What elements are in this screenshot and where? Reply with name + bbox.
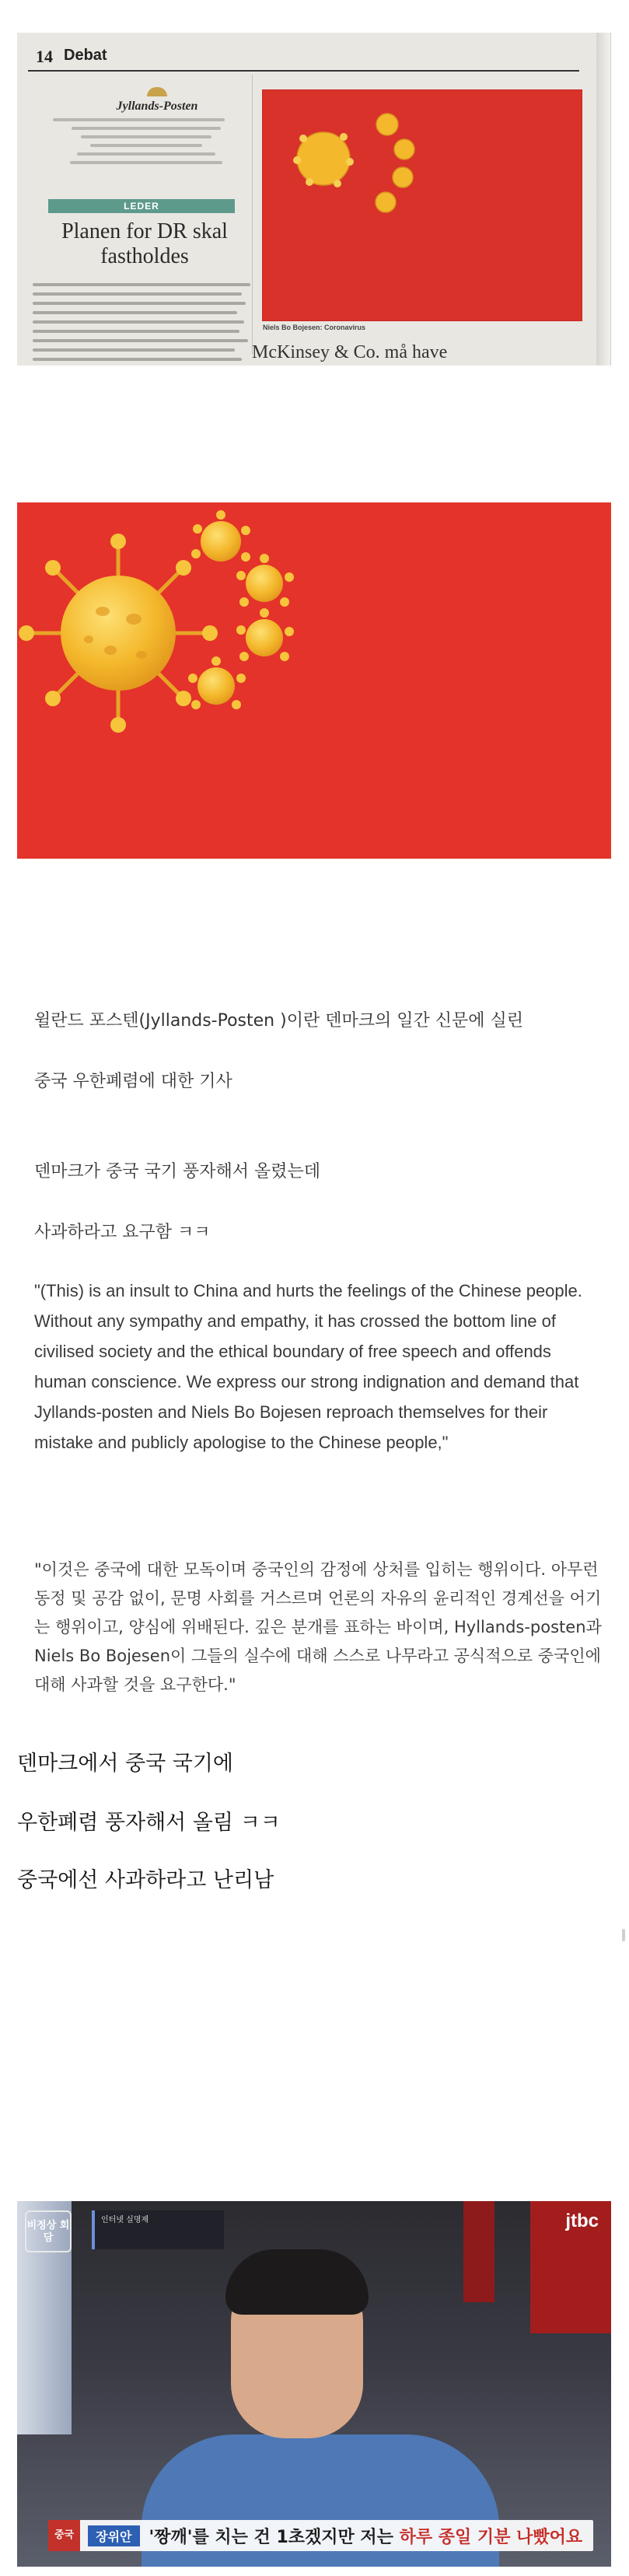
tv-subtitle bbox=[48, 2520, 593, 2551]
channel-logo: jtbc bbox=[565, 2210, 599, 2231]
leder-label: LEDER bbox=[48, 199, 235, 213]
subtitle-prefix: '짱깨'를 치는 건 1초겠지만 저는 bbox=[149, 2527, 400, 2547]
caption-line-1: 윌란드 포스텐(Jyllands-Posten )이란 덴마크의 일간 신문에 실린 bbox=[34, 1011, 523, 1031]
newspaper-flag-cartoon bbox=[263, 90, 582, 320]
subtitle-highlight: 하루 종일 기분 나빴어요 bbox=[399, 2527, 583, 2547]
masthead bbox=[64, 87, 250, 114]
summary-line-2: 우한폐렴 풍자해서 올림 ㅋㅋ bbox=[17, 1811, 281, 1835]
article-body-text bbox=[33, 283, 250, 366]
caption-line-4: 사과하라고 요구함 ㅋㅋ bbox=[34, 1223, 211, 1242]
page-fold bbox=[596, 33, 610, 366]
cartoon-caption: Niels Bo Bojesen: Coronavirus bbox=[263, 324, 366, 331]
korean-quote: "이것은 중국에 대한 모독이며 중국인의 감정에 상처를 입히는 행위이다. 아무런 동정 및 공감 없이, 문명 사회를 거스르며 언론의 자유의 윤리적인 경계선을 어기는 행위이고, 양심에 위배된다. 깊은 분개를 표하는 바이며, Hyllands-posten과 Niels Bo Bojesen이 그들의 실수에 대해 스스로 나무라고 공식적으로 중국인에 대해 사과할 것을 요구한다." bbox=[34, 1560, 602, 1694]
newspaper-photo bbox=[17, 33, 611, 366]
column-rule bbox=[252, 75, 253, 355]
speaker-name: 장위안 bbox=[88, 2525, 139, 2546]
tv-screenshot bbox=[17, 2201, 611, 2567]
speaker-hair bbox=[225, 2249, 369, 2315]
subtitle-text bbox=[149, 2524, 583, 2548]
newspaper-header bbox=[28, 45, 579, 72]
section-name: Debat bbox=[64, 47, 107, 64]
scrollbar-thumb[interactable] bbox=[622, 1929, 625, 1941]
country-badge: 중국 bbox=[48, 2520, 80, 2551]
virus-flag-cartoon bbox=[17, 502, 611, 859]
virus-flag-icon bbox=[263, 90, 582, 320]
newspaper-subheadline: McKinsey & Co. må have bbox=[252, 342, 448, 362]
masthead-name: Jyllands-Posten bbox=[116, 100, 198, 113]
background-flag bbox=[463, 2201, 494, 2302]
summary-line-1: 덴마크에서 중국 국기에 bbox=[17, 1752, 233, 1776]
caption-line-3: 덴마크가 중국 국기 풍자해서 올렸는데 bbox=[34, 1162, 321, 1181]
english-quote: "(This) is an insult to China and hurts the feelings of the Chinese people. Without any sympathy and empathy, it has crossed the bottom line of civilised society and the ethical boundary of free speech and offends human conscience. We express our strong indignation and demand that Jyllands-posten and Niels Bo Bojesen reproach themselves for their mistake and publicly apologise to the Chinese people," bbox=[34, 1281, 582, 1452]
caption-line-2: 중국 우한폐렴에 대한 기사 bbox=[34, 1072, 232, 1091]
coronavirus-star-icon bbox=[17, 502, 611, 859]
page-number: 14 bbox=[36, 47, 53, 66]
masthead-fine-print bbox=[53, 118, 239, 170]
summary-line-3: 중국에선 사과하라고 난리남 bbox=[17, 1868, 274, 1892]
show-logo: 비정상 회담 bbox=[25, 2210, 72, 2252]
crest-icon bbox=[147, 87, 167, 96]
newspaper-headline: Planen for DR skal fastholdes bbox=[61, 219, 228, 268]
topic-tag: 인터넷 실명제 bbox=[92, 2210, 224, 2249]
